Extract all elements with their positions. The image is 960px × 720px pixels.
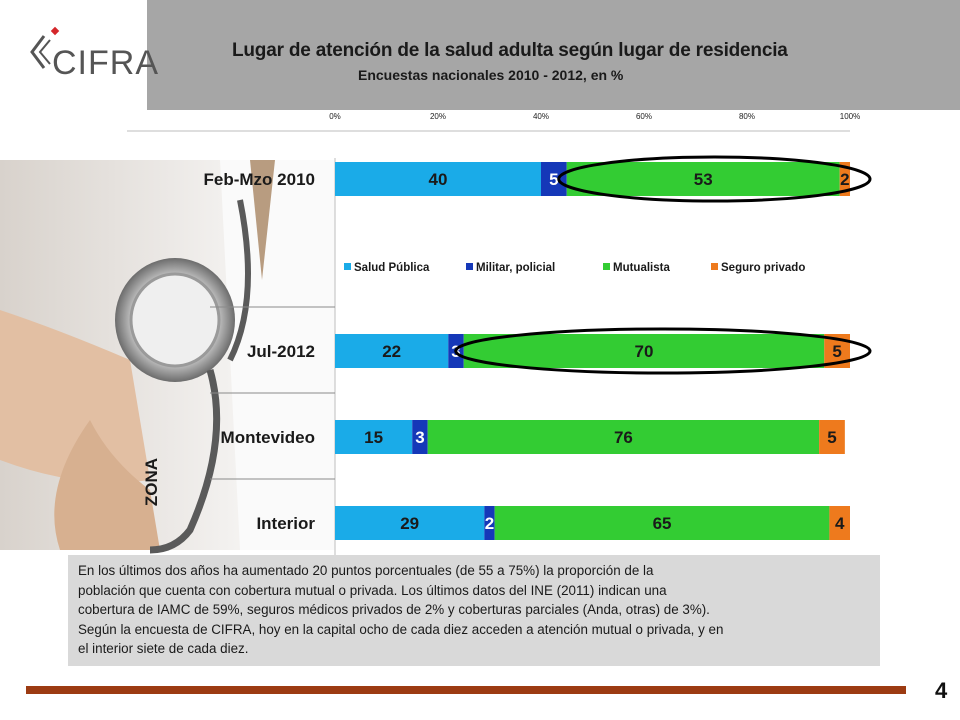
data-label: 5 xyxy=(549,170,559,189)
data-label: 65 xyxy=(652,514,672,533)
category-label: Jul-2012 xyxy=(246,342,315,361)
data-label: 5 xyxy=(827,428,837,447)
svg-text:CIFRA: CIFRA xyxy=(52,44,159,82)
x-tick-label: 80% xyxy=(738,112,756,121)
data-label: 40 xyxy=(428,170,448,189)
page-subtitle: Encuestas nacionales 2010 - 2012, en % xyxy=(358,67,624,83)
commentary-line: cobertura de IAMC de 59%, seguros médicos privados de 2% y coberturas parciales (Anda, otras) de 3%). xyxy=(78,602,710,617)
legend-label: Mutualista xyxy=(613,262,670,274)
commentary-line: el interior siete de cada diez. xyxy=(78,641,249,656)
commentary-textbox xyxy=(68,555,880,666)
data-label: 70 xyxy=(634,342,654,361)
legend-label: Militar, policial xyxy=(476,262,556,274)
data-label: 2 xyxy=(840,170,850,189)
page-number: 4 xyxy=(935,678,948,703)
data-label: 76 xyxy=(613,428,633,447)
category-label: Feb-Mzo 2010 xyxy=(203,170,315,189)
data-label: 3 xyxy=(451,342,461,361)
data-label: 4 xyxy=(834,514,845,533)
legend-swatch xyxy=(711,263,718,270)
page-title: Lugar de atención de la salud adulta según lugar de residencia xyxy=(232,40,788,61)
legend-swatch xyxy=(344,263,351,270)
legend-label: Seguro privado xyxy=(721,262,806,274)
data-label: 2 xyxy=(484,514,495,533)
x-tick-label: 100% xyxy=(839,112,861,121)
commentary-line: En los últimos dos años ha aumentado 20 puntos porcentuales (de 55 a 75%) la proporción de la xyxy=(78,563,654,578)
footer-line xyxy=(26,686,906,694)
data-label: 53 xyxy=(693,170,713,189)
x-tick-label: 40% xyxy=(532,112,550,121)
x-tick-label: 20% xyxy=(429,112,447,121)
category-label: Montevideo xyxy=(220,428,315,447)
data-label: 22 xyxy=(382,342,402,361)
legend-swatch xyxy=(603,263,610,270)
legend-label: Salud Pública xyxy=(354,262,430,274)
data-label: 5 xyxy=(832,342,842,361)
commentary-line: población que cuenta con cobertura mutual o privada. Los últimos datos del INE (2011) indican una xyxy=(78,582,667,598)
data-label: 15 xyxy=(364,428,384,447)
zona-group-label: ZONA xyxy=(142,457,161,507)
x-tick-label: 0% xyxy=(329,112,341,121)
category-label: Interior xyxy=(256,514,315,533)
legend-swatch xyxy=(466,263,473,270)
x-tick-label: 60% xyxy=(635,112,653,121)
data-label: 3 xyxy=(415,428,425,447)
data-label: 29 xyxy=(400,514,420,533)
commentary-line: Según la encuesta de CIFRA, hoy en la capital ocho de cada diez acceden a atención mutual o privada, y en xyxy=(78,621,724,637)
